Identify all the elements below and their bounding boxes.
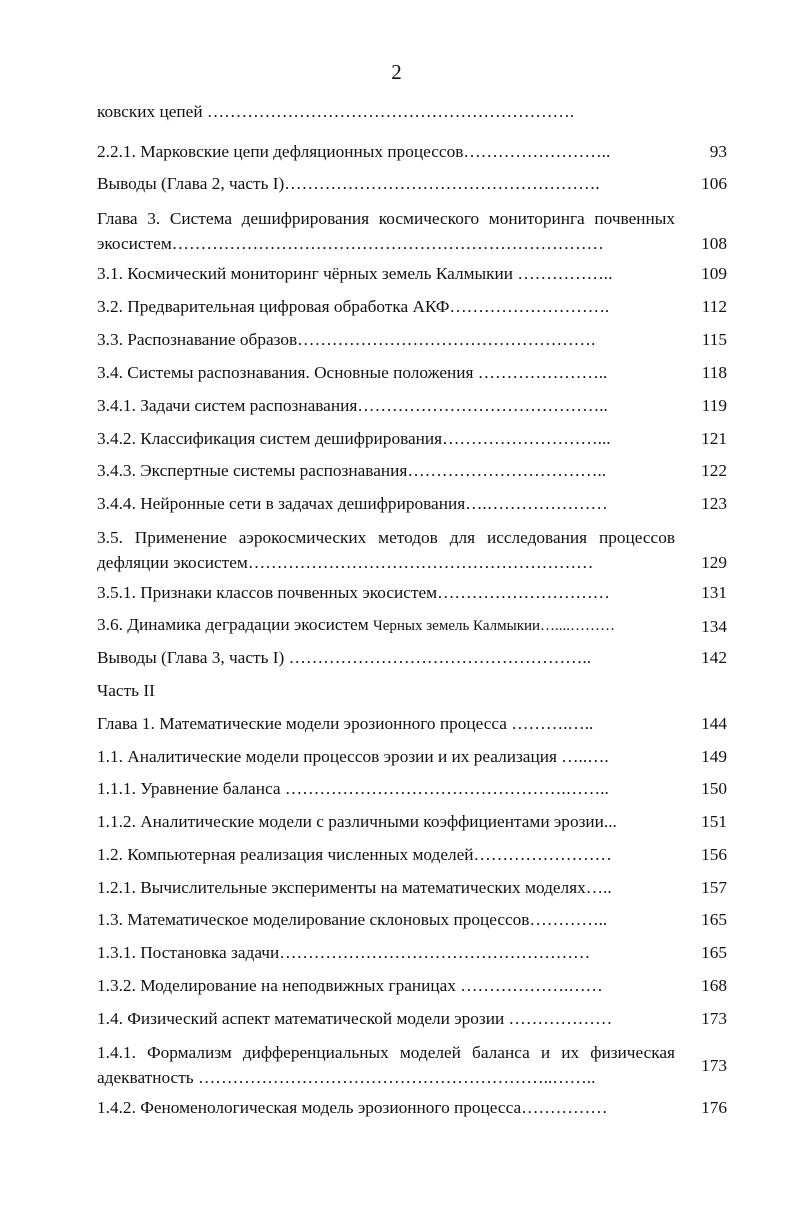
toc-entry-page: 134 [701, 617, 727, 636]
toc-section-heading [97, 679, 727, 702]
toc-entry-page: 157 [701, 878, 727, 897]
toc-entry-title [97, 613, 675, 638]
toc-entry [97, 876, 727, 899]
toc-entry [97, 361, 727, 384]
toc-entry-title: 1.2. Компьютерная реализация численных моделей…………………… [97, 845, 612, 864]
toc-entry-title-main: 3.6. Динамика деградации экосистем [97, 615, 369, 634]
toc-entry-page: 168 [701, 976, 727, 995]
toc-entry-page: 173 [701, 1009, 727, 1028]
toc-entry-title: 3.5.1. Признаки классов почвенных экосистем………………………… [97, 583, 610, 602]
toc-entry-title: Выводы (Глава 2, часть I)………………………………………………. [97, 174, 600, 193]
toc-entry-page: 121 [701, 429, 727, 448]
toc-entry-page: 156 [701, 845, 727, 864]
toc-entry-page: 165 [701, 943, 727, 962]
toc-entry-page: 176 [701, 1098, 727, 1117]
toc-entry [97, 172, 727, 195]
toc-entry-page: 144 [701, 714, 727, 733]
toc-entry [97, 777, 727, 800]
toc-entry-page: 151 [701, 812, 727, 831]
toc-entry [97, 262, 727, 285]
toc-entry-page: 93 [709, 142, 727, 161]
toc-entry [97, 712, 727, 735]
toc-entry-title: 3.5. Применение аэрокосмических методов для исследования процессов дефляции экосистем…………………………………………………… [97, 528, 675, 572]
toc-entry-title: 1.1. Аналитические модели процессов эрозии и их реализация …..…. [97, 747, 609, 766]
toc-entry-title: 1.4.1. Формализм дифференциальных моделей баланса и их физическая адекватность ……………………………………………………..…….. [97, 1043, 675, 1087]
toc-entry-page: 106 [701, 174, 727, 193]
toc-entry-page: 109 [701, 264, 727, 283]
toc-entry-title: ковских цепей ………………………………………………………. [97, 102, 575, 121]
toc-entry-title: 1.1.2. Аналитические модели с различными коэффициентами эрозии... [97, 812, 617, 831]
table-of-contents [97, 100, 727, 1117]
toc-entry [97, 459, 727, 482]
toc-entry [97, 810, 727, 833]
toc-entry [97, 140, 727, 163]
toc-entry-page: 112 [701, 297, 727, 316]
toc-entry-page: 115 [701, 330, 727, 349]
toc-entry [97, 206, 727, 256]
toc-entry [97, 100, 727, 123]
toc-entry-page: 118 [701, 363, 727, 382]
toc-entry-page: 123 [701, 494, 727, 513]
toc-entry-title: 1.2.1. Вычислительные эксперименты на математических моделях….. [97, 878, 612, 897]
toc-entry [97, 646, 727, 669]
toc-entry-title: Глава 1. Математические модели эрозионного процесса ……….….. [97, 714, 594, 733]
page-number: 2 [391, 60, 402, 84]
toc-entry [97, 908, 727, 931]
toc-entry-page: 131 [701, 583, 727, 602]
toc-entry-page: 173 [701, 1056, 727, 1075]
toc-entry [97, 941, 727, 964]
toc-entry-page: 108 [701, 234, 727, 253]
toc-entry [97, 613, 727, 638]
toc-entry-title: 3.4. Системы распознавания. Основные положения ………………….. [97, 363, 608, 382]
toc-entry-page: 150 [701, 779, 727, 798]
toc-entry-page: 122 [701, 461, 727, 480]
toc-entry-title: 2.2.1. Марковские цепи дефляционных процессов…………………….. [97, 142, 611, 161]
toc-entry-title: 3.1. Космический мониторинг чёрных земель Калмыкии …………….. [97, 264, 613, 283]
toc-entry [97, 295, 727, 318]
toc-entry [97, 427, 727, 450]
toc-entry [97, 581, 727, 604]
toc-entry-title: 1.3. Математическое моделирование склоновых процессов………….. [97, 910, 608, 929]
toc-entry [97, 843, 727, 866]
toc-entry [97, 1040, 727, 1090]
toc-entry-title: 3.4.1. Задачи систем распознавания…………………………………….. [97, 396, 608, 415]
toc-entry [97, 328, 727, 351]
toc-entry-page: 142 [701, 648, 727, 667]
toc-entry-title: 3.3. Распознавание образов……………………………………………. [97, 330, 596, 349]
toc-entry-title: Часть II [97, 681, 155, 700]
toc-entry-title: Выводы (Глава 3, часть I) …………………………………………….. [97, 648, 592, 667]
toc-entry-title: 1.4. Физический аспект математической модели эрозии ……………… [97, 1009, 613, 1028]
toc-entry [97, 745, 727, 768]
toc-entry-page: 165 [701, 910, 727, 929]
toc-entry-title: 1.1.1. Уравнение баланса ………………………………………….…….. [97, 779, 609, 798]
toc-entry [97, 492, 727, 515]
toc-entry-page: 129 [701, 553, 727, 572]
toc-entry-title: 1.4.2. Феноменологическая модель эрозионного процесса…………… [97, 1098, 608, 1117]
toc-entry-title: 1.3.2. Моделирование на неподвижных границах ……………….…… [97, 976, 603, 995]
toc-entry [97, 394, 727, 417]
toc-entry-page: 119 [701, 396, 727, 415]
toc-entry-title-small: Черных земель Калмыкии…....……… [372, 618, 616, 634]
toc-entry-title: Глава 3. Система дешифрирования космического мониторинга почвенных экосистем………………………………………………………………… [97, 209, 675, 253]
toc-entry [97, 974, 727, 997]
toc-entry-title: 3.4.4. Нейронные сети в задачах дешифрирования….………………… [97, 494, 608, 513]
toc-entry-page: 149 [701, 747, 727, 766]
toc-entry [97, 525, 727, 575]
toc-entry-title: 1.3.1. Постановка задачи……………………………………………… [97, 943, 591, 962]
toc-entry-title: 3.4.3. Экспертные системы распознавания…………………………….. [97, 461, 607, 480]
toc-entry-title: 3.4.2. Классификация систем дешифрирования………………………... [97, 429, 611, 448]
toc-entry-title: 3.2. Предварительная цифровая обработка АКФ………………………. [97, 297, 610, 316]
toc-entry [97, 1096, 727, 1119]
toc-entry [97, 1007, 727, 1030]
